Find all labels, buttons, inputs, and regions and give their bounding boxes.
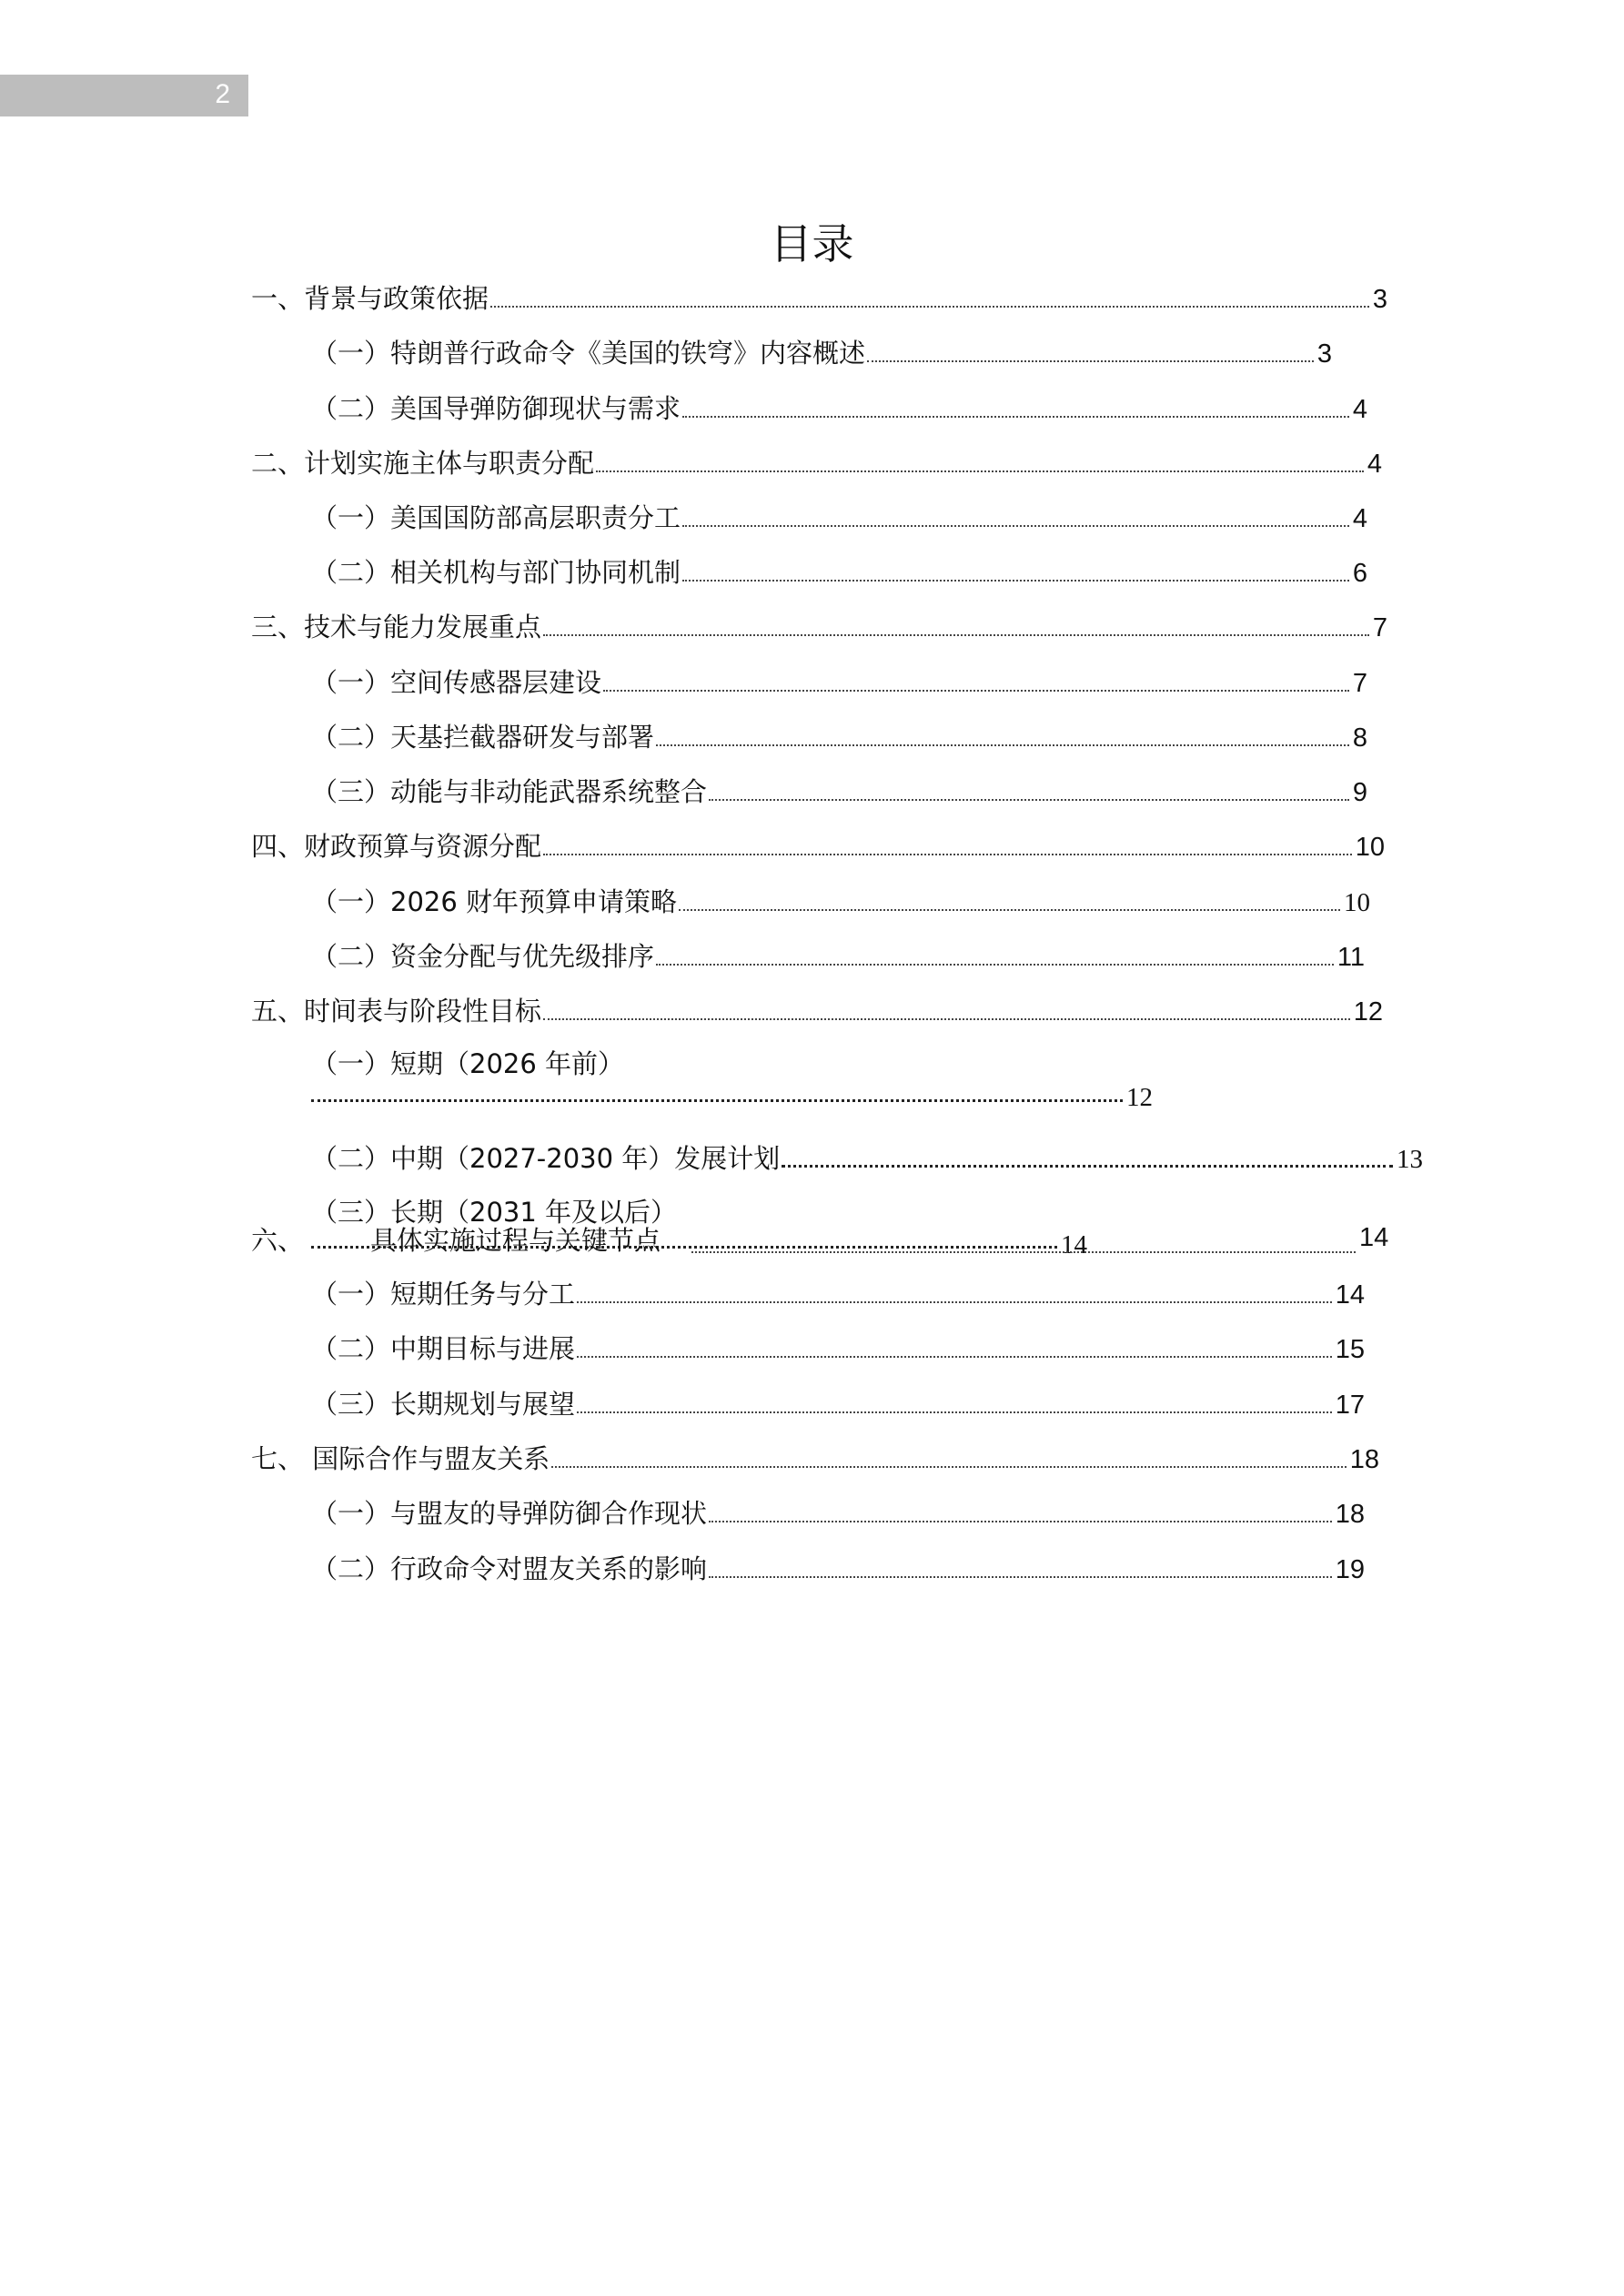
toc-entry[interactable] xyxy=(311,772,1367,812)
dot-leader xyxy=(551,1466,1347,1468)
toc-entry-label: （二）天基拦截器研发与部署 xyxy=(311,722,655,753)
toc-entry-label: 六、 xyxy=(251,1225,305,1256)
toc-title: 目录 xyxy=(770,219,854,268)
toc-entry-label: （一）短期任务与分工 xyxy=(311,1279,576,1310)
toc-entry-page: 4 xyxy=(1352,395,1367,424)
toc-entry[interactable] xyxy=(311,1138,1423,1178)
toc-entry-page: 18 xyxy=(1335,1500,1365,1529)
dot-leader xyxy=(543,854,1352,855)
toc-entry-label: （一）美国国防部高层职责分工 xyxy=(311,502,681,533)
toc-entry-label: 四、财政预算与资源分配 xyxy=(251,831,542,862)
toc-entry-label: （一）短期（2026 年前） xyxy=(311,1048,625,1079)
toc-entry-label: （一）2026 财年预算申请策略 xyxy=(311,886,678,917)
dot-leader xyxy=(596,470,1364,472)
toc-entry-page: 9 xyxy=(1352,778,1367,807)
toc-entry[interactable] xyxy=(251,278,1387,319)
toc-entry-page: 10 xyxy=(1344,888,1370,917)
dot-leader xyxy=(682,416,1349,418)
toc-entry-page: 4 xyxy=(1367,450,1382,479)
toc-entry-page: 15 xyxy=(1335,1335,1365,1364)
toc-entry[interactable] xyxy=(311,389,1367,429)
toc-entry-page: 13 xyxy=(1397,1145,1423,1174)
dot-leader xyxy=(543,1018,1350,1020)
toc-entry[interactable] xyxy=(311,1329,1365,1369)
toc-entry[interactable] xyxy=(251,607,1387,647)
dot-leader xyxy=(679,909,1340,911)
dot-leader xyxy=(577,1356,1332,1358)
toc-entry-label: （三）长期规划与展望 xyxy=(311,1389,576,1420)
toc-entry[interactable] xyxy=(251,826,1385,866)
toc-entry-page: 11 xyxy=(1337,943,1365,972)
toc-entry[interactable] xyxy=(251,991,1383,1031)
toc-entry-label: （三）长期（2031 年及以后） xyxy=(311,1197,678,1228)
toc-entry-page: 12 xyxy=(1126,1083,1153,1112)
toc-entry-label: （二）中期目标与进展 xyxy=(311,1333,576,1364)
toc-entry-label: （一）与盟友的导弹防御合作现状 xyxy=(311,1498,708,1529)
dot-leader xyxy=(490,306,1369,308)
toc-entry-label: 二、计划实施主体与职责分配 xyxy=(251,448,595,479)
toc-entry-page: 19 xyxy=(1335,1555,1365,1584)
toc-entry-page: 3 xyxy=(1372,285,1387,314)
toc-entry[interactable] xyxy=(311,936,1365,976)
toc-entry-label: 具体实施过程与关键节点 xyxy=(370,1225,661,1256)
toc-entry-label: 五、时间表与阶段性目标 xyxy=(251,996,542,1027)
toc-entry[interactable] xyxy=(251,1439,1379,1479)
toc-entry-page: 7 xyxy=(1352,669,1367,698)
toc-entry-label: （二）行政命令对盟友关系的影响 xyxy=(311,1553,708,1584)
toc-entry[interactable] xyxy=(311,333,1332,373)
dot-leader xyxy=(709,1521,1332,1522)
toc-entry[interactable] xyxy=(311,498,1367,538)
toc-entry-page: 4 xyxy=(1352,504,1367,533)
dot-leader xyxy=(691,1224,1356,1253)
toc-entry-page: 14 xyxy=(1359,1223,1389,1252)
toc-entry-label: （三）动能与非动能武器系统整合 xyxy=(311,776,708,807)
toc-entry-page: 8 xyxy=(1352,723,1367,753)
dot-leader xyxy=(577,1301,1332,1303)
page-number-tab xyxy=(0,75,248,116)
toc-entry[interactable] xyxy=(311,1549,1365,1589)
dot-leader xyxy=(682,525,1349,527)
toc-entry-page: 12 xyxy=(1353,997,1383,1027)
toc-entry-label: 三、技术与能力发展重点 xyxy=(251,612,542,642)
dot-leader xyxy=(782,1165,1393,1168)
dot-leader xyxy=(577,1411,1332,1413)
toc-entry[interactable] xyxy=(311,1384,1365,1424)
page-number: 2 xyxy=(215,79,230,109)
toc-entry[interactable] xyxy=(311,663,1367,703)
toc-entry-page: 17 xyxy=(1335,1391,1365,1420)
toc-entry[interactable] xyxy=(311,1493,1365,1533)
toc-entry[interactable] xyxy=(251,443,1382,483)
dot-leader xyxy=(709,799,1349,801)
dot-leader xyxy=(656,964,1334,966)
toc-entry-page: 18 xyxy=(1349,1445,1379,1474)
toc-entry-label: （一）特朗普行政命令《美国的铁穹》内容概述 xyxy=(311,338,866,369)
dot-leader xyxy=(311,1072,1123,1102)
toc-entry[interactable] xyxy=(311,552,1367,592)
toc-entry-page: 7 xyxy=(1372,613,1387,642)
toc-entry-label: 一、背景与政策依据 xyxy=(251,283,489,314)
dot-leader xyxy=(543,634,1369,636)
toc-entry-label: （二）中期（2027-2030 年）发展计划 xyxy=(311,1143,781,1174)
dot-leader xyxy=(603,690,1349,692)
dot-leader xyxy=(656,744,1349,746)
toc-entry[interactable] xyxy=(311,1274,1365,1314)
toc-entry-label: （二）资金分配与优先级排序 xyxy=(311,941,655,972)
toc-entry-page: 14 xyxy=(1061,1230,1087,1259)
toc-entry-label: 七、 国际合作与盟友关系 xyxy=(251,1443,550,1474)
dot-leader xyxy=(682,580,1349,582)
toc-entry-page: 6 xyxy=(1352,559,1367,588)
toc-entry-page: 14 xyxy=(1335,1280,1365,1310)
dot-leader xyxy=(867,360,1314,362)
toc-entry-label: （二）美国导弹防御现状与需求 xyxy=(311,393,681,424)
toc-entry-label: （一）空间传感器层建设 xyxy=(311,667,602,698)
toc-entry-label: （二）相关机构与部门协同机制 xyxy=(311,557,681,588)
toc-entry-page: 3 xyxy=(1316,339,1332,369)
dot-leader xyxy=(709,1576,1332,1578)
toc-entry[interactable] xyxy=(311,717,1367,757)
toc-entry[interactable] xyxy=(311,882,1370,922)
toc-entry-page: 10 xyxy=(1355,833,1385,862)
